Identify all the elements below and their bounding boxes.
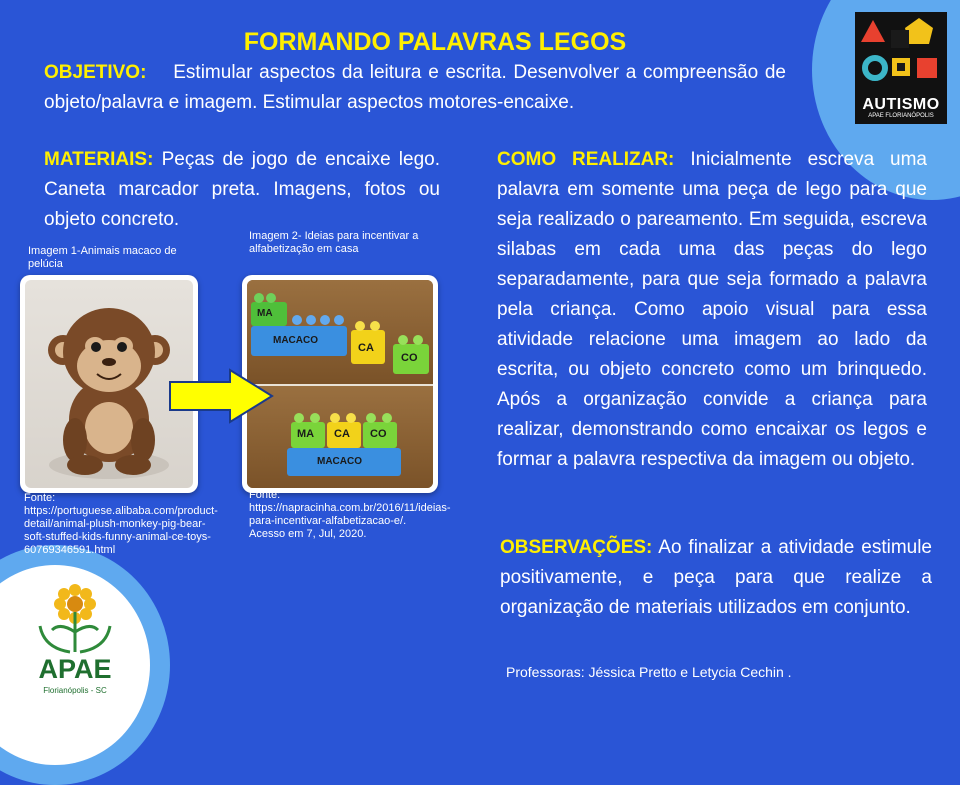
apae-logo — [30, 582, 120, 702]
autismo-logo — [855, 12, 947, 124]
objetivo-label: OBJETIVO: — [44, 62, 147, 83]
lego-bottom-syllable-ma: MA — [297, 428, 315, 440]
objetivo-section — [44, 58, 786, 118]
materiais-text: Peças de jogo de encaixe lego. Caneta marcador preta. Imagens, fotos ou objeto concreto. — [44, 149, 440, 230]
observacoes-text: Ao finalizar a atividade estimule positivamente, e peça para que realize a organização de materiais utilizados em conjunto. — [500, 537, 932, 618]
objetivo-text: Estimular aspectos da leitura e escrita. Desenvolver a compreensão de objeto/palavra e imagem. Estimular aspectos motores-encaixe. — [44, 62, 786, 113]
como-realizar-label: COMO REALIZAR: — [497, 149, 675, 170]
professoras-credit: Professoras: Jéssica Pretto e Letycia Cechin . — [506, 664, 792, 680]
apae-logo-name: APAE — [38, 654, 112, 684]
como-realizar-text: Inicialmente escreva uma palavra em somente uma peça de lego para que seja realizado o pareamento. Em seguida, escreva silabas em cada uma das peças do lego separadamente, para que seja formado a palavra pela criança. Como apoio visual para essa atividade relacione uma imagem ao lado da escrita, ou objeto concreto como um brinquedo. Após a organização convide a criança para realizar, demonstrando como encaixar os legos e formar a palavra respectiva da imagem ou objeto. — [497, 149, 927, 470]
observacoes-section — [500, 533, 932, 623]
lego-bottom-word: MACACO — [317, 456, 362, 467]
image1-caption: Imagem 1-Animais macaco de pelúcia — [28, 245, 177, 270]
como-realizar-section — [497, 145, 927, 475]
lego-top-syllable-ca: CA — [358, 342, 374, 354]
materiais-label: MATERIAIS: — [44, 149, 154, 170]
apae-flower-icon — [30, 582, 120, 656]
image2-source: Fonte: https://napracinha.com.br/2016/11/ideias-para-incentivar-alfabetizacao-e/. Acesso em 7, Jul, 2020. — [249, 489, 451, 540]
autismo-logo-name: AUTISMO — [862, 96, 940, 113]
autismo-shapes-icon — [855, 12, 947, 96]
materiais-section — [44, 145, 440, 235]
lego-top-word: MACACO — [273, 335, 318, 346]
apae-logo-subtitle: Florianópolis - SC — [43, 686, 107, 695]
arrow-right-icon — [168, 368, 274, 424]
image2-caption: Imagem 2- Ideias para incentivar a alfabetização em casa — [249, 230, 419, 255]
observacoes-label: OBSERVAÇÕES: — [500, 537, 653, 558]
lego-bottom-syllable-co: CO — [370, 428, 387, 440]
lego-blocks-image — [247, 280, 433, 488]
lego-top-syllable-ma: MA — [257, 308, 273, 319]
image1-source: Fonte: https://portuguese.alibaba.com/product-detail/animal-plush-monkey-pig-bear-soft-stuffed-kids-funny-animal-ce-toys-60769346591.html — [24, 492, 218, 556]
page-title: FORMANDO PALAVRAS LEGOS — [243, 28, 627, 56]
lego-top-syllable-co: CO — [401, 352, 418, 364]
lego-bottom-syllable-ca: CA — [334, 428, 350, 440]
autismo-logo-subtitle: APAE FLORIANÓPOLIS — [868, 113, 934, 119]
